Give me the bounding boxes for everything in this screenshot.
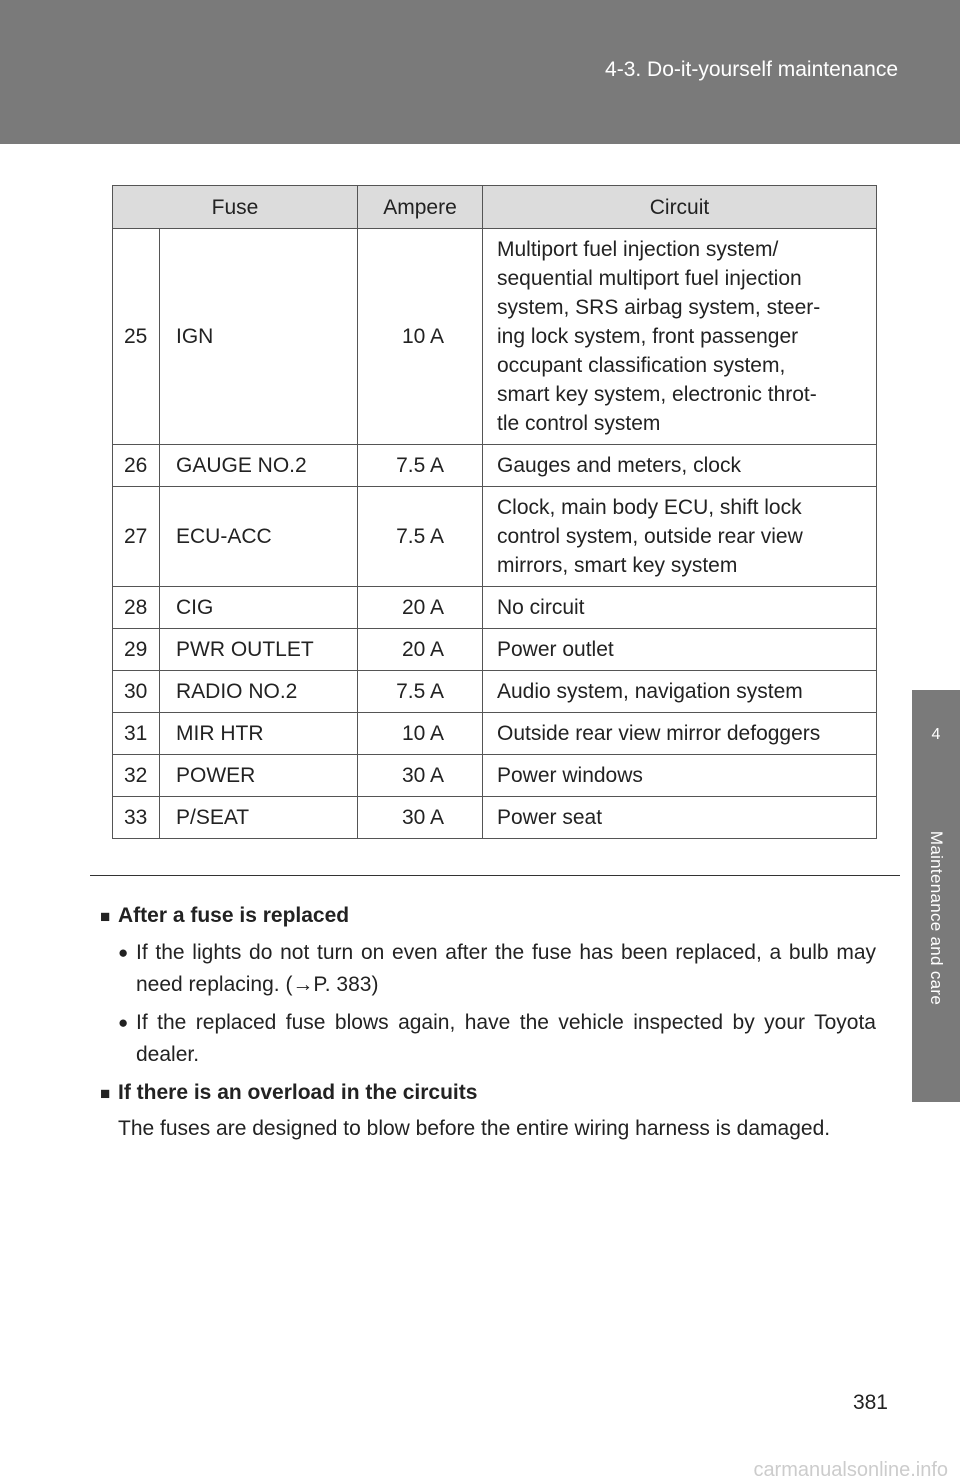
fuse-name: PWR OUTLET: [160, 629, 358, 671]
note-heading: [100, 1077, 888, 1108]
fuse-number: 32: [113, 755, 160, 797]
fuse-name: ECU-ACC: [160, 487, 358, 587]
fuse-ampere: 30 A: [358, 797, 483, 839]
fuse-number: 29: [113, 629, 160, 671]
fuse-number: 26: [113, 445, 160, 487]
fuse-circuit: No circuit: [483, 587, 877, 629]
note-heading-text: After a fuse is replaced: [118, 904, 350, 927]
header-circuit: Circuit: [483, 186, 877, 229]
round-bullet-icon: ●: [118, 943, 129, 962]
fuse-circuit: Clock, main body ECU, shift lock control system, outside rear view mirrors, smart key system: [483, 487, 877, 587]
fuse-ampere: 20 A: [358, 629, 483, 671]
section-divider: [90, 875, 900, 876]
bullet-text: If the replaced fuse blows again, have the vehicle inspected by your Toyota dealer.: [136, 1011, 876, 1066]
chapter-tab: [912, 690, 960, 1102]
fuse-ampere: 7.5 A: [358, 487, 483, 587]
section-title: 4-3. Do-it-yourself maintenance: [605, 58, 898, 81]
table-row: [113, 713, 877, 755]
note-heading-text: If there is an overload in the circuits: [118, 1081, 478, 1104]
notes-section: [100, 900, 888, 1145]
square-bullet-icon: ■: [100, 907, 111, 926]
chapter-number: 4: [931, 726, 941, 743]
fuse-number: 30: [113, 671, 160, 713]
fuse-circuit: Multiport fuel injection system/ sequential multiport fuel injection system, SRS airbag system, steer- ing lock system, front passenger occupant classification system, smart key system, electronic throt- tle control system: [483, 229, 877, 445]
fuse-ampere: 30 A: [358, 755, 483, 797]
table-row: [113, 229, 877, 445]
fuse-name: IGN: [160, 229, 358, 445]
fuse-ampere: 10 A: [358, 713, 483, 755]
note-heading: [100, 900, 888, 931]
fuse-table: [112, 185, 877, 839]
fuse-circuit: Power seat: [483, 797, 877, 839]
fuse-ampere: 10 A: [358, 229, 483, 445]
page-header: [0, 0, 960, 144]
table-row: [113, 629, 877, 671]
bullet-text: If the lights do not turn on even after the fuse has been replaced, a bulb may need replacing. (→P. 383): [136, 941, 876, 996]
square-bullet-icon: ■: [100, 1084, 111, 1103]
fuse-ampere: 20 A: [358, 587, 483, 629]
table-row: [113, 671, 877, 713]
note-bullet: [100, 1007, 888, 1071]
fuse-number: 25: [113, 229, 160, 445]
fuse-circuit: Audio system, navigation system: [483, 671, 877, 713]
fuse-name: POWER: [160, 755, 358, 797]
table-row: [113, 487, 877, 587]
fuse-ampere: 7.5 A: [358, 671, 483, 713]
fuse-name: MIR HTR: [160, 713, 358, 755]
table-row: [113, 755, 877, 797]
table-header-row: [113, 186, 877, 229]
note-body-text: The fuses are designed to blow before the entire wiring harness is damaged.: [118, 1117, 831, 1140]
table-row: [113, 445, 877, 487]
header-fuse: Fuse: [113, 186, 358, 229]
fuse-number: 31: [113, 713, 160, 755]
fuse-name: CIG: [160, 587, 358, 629]
table-row: [113, 587, 877, 629]
header-ampere: Ampere: [358, 186, 483, 229]
fuse-ampere: 7.5 A: [358, 445, 483, 487]
fuse-circuit: Gauges and meters, clock: [483, 445, 877, 487]
fuse-number: 33: [113, 797, 160, 839]
fuse-circuit: Power windows: [483, 755, 877, 797]
fuse-number: 28: [113, 587, 160, 629]
fuse-name: RADIO NO.2: [160, 671, 358, 713]
fuse-circuit: Outside rear view mirror defoggers: [483, 713, 877, 755]
chapter-label: Maintenance and care: [927, 830, 946, 1006]
fuse-number: 27: [113, 487, 160, 587]
table-row: [113, 797, 877, 839]
note-bullet: [100, 937, 888, 1001]
round-bullet-icon: ●: [118, 1013, 129, 1032]
fuse-circuit: Power outlet: [483, 629, 877, 671]
watermark: carmanualsonline.info: [753, 1459, 948, 1481]
page-number: 381: [852, 1391, 888, 1414]
fuse-name: GAUGE NO.2: [160, 445, 358, 487]
fuse-name: P/SEAT: [160, 797, 358, 839]
